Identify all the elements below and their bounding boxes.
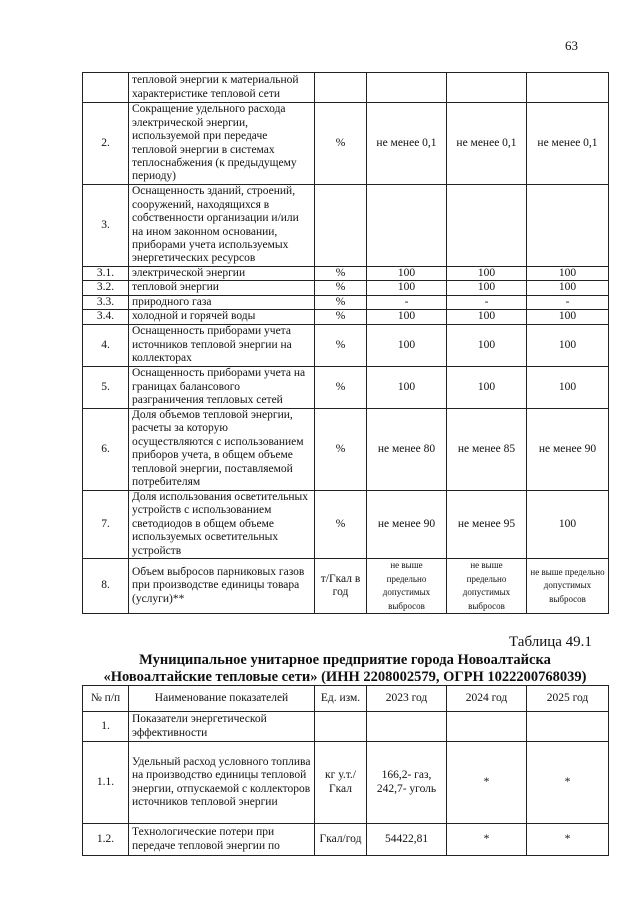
table-row bbox=[83, 281, 609, 295]
unit-cell: % bbox=[315, 103, 367, 185]
value-2025-cell: 100 bbox=[527, 490, 609, 558]
value-2023-cell: не менее 80 bbox=[367, 408, 447, 490]
value-2023-cell: 100 bbox=[367, 324, 447, 366]
row-number-cell: 3.2. bbox=[83, 281, 129, 295]
indicator-name-cell: Оснащенность приборами учета на границах балансового разграничения тепловых сетей bbox=[129, 366, 315, 408]
value-2024-cell: не выше предельно допустимых выбросов bbox=[447, 559, 527, 614]
indicator-name-cell: Оснащенность приборами учета источников тепловой энергии на коллекторах bbox=[129, 324, 315, 366]
header-num: № п/п bbox=[83, 686, 129, 712]
row-number-cell: 7. bbox=[83, 490, 129, 558]
value-2024-cell: - bbox=[447, 295, 527, 309]
value-2024-cell bbox=[447, 185, 527, 267]
header-2023: 2023 год bbox=[367, 686, 447, 712]
unit-cell: % bbox=[315, 324, 367, 366]
organization-title bbox=[82, 652, 608, 687]
value-2023-cell bbox=[367, 185, 447, 267]
indicator-name-cell: Доля объемов тепловой энергии, расчеты за которую осуществляются с использованием приборов учета, в общем объеме тепловой энергии, поставляемой потребителям bbox=[129, 408, 315, 490]
table-row bbox=[83, 490, 609, 558]
unit-cell bbox=[315, 712, 367, 742]
indicator-name-cell: тепловой энергии к материальной характеристике тепловой сети bbox=[129, 73, 315, 103]
unit-cell bbox=[315, 185, 367, 267]
row-number-cell: 3.3. bbox=[83, 295, 129, 309]
row-number-cell: 3. bbox=[83, 185, 129, 267]
value-2025-cell: 100 bbox=[527, 267, 609, 281]
value-2023-cell: 100 bbox=[367, 366, 447, 408]
table2-header-row bbox=[83, 686, 609, 712]
unit-cell: % bbox=[315, 267, 367, 281]
unit-cell: % bbox=[315, 490, 367, 558]
value-2023-cell bbox=[367, 712, 447, 742]
value-2025-cell bbox=[527, 712, 609, 742]
value-2023-cell: 100 bbox=[367, 267, 447, 281]
value-2023-cell bbox=[367, 73, 447, 103]
unit-cell: % bbox=[315, 281, 367, 295]
page-number: 63 bbox=[565, 38, 578, 53]
value-2024-cell: не менее 95 bbox=[447, 490, 527, 558]
value-2024-cell: 100 bbox=[447, 281, 527, 295]
value-2024-cell bbox=[447, 712, 527, 742]
organization-title-line1: Муниципальное унитарное предприятие города Новоалтайска bbox=[139, 652, 551, 668]
unit-cell: т/Гкал в год bbox=[315, 559, 367, 614]
indicator-name-cell: Доля использования осветительных устройств с использованием светодиодов в общем объеме используемых осветительных устройств bbox=[129, 490, 315, 558]
row-number-cell: 5. bbox=[83, 366, 129, 408]
indicator-name-cell: Объем выбросов парниковых газов при производстве единицы товара (услуги)** bbox=[129, 559, 315, 614]
value-2025-cell bbox=[527, 185, 609, 267]
unit-cell: Гкал/год bbox=[315, 824, 367, 856]
value-2025-cell: не менее 90 bbox=[527, 408, 609, 490]
value-2024-cell: 100 bbox=[447, 366, 527, 408]
indicator-name-cell: Технологические потери при передаче тепловой энергии по bbox=[129, 824, 315, 856]
value-2024-cell: не менее 85 bbox=[447, 408, 527, 490]
header-2025: 2025 год bbox=[527, 686, 609, 712]
indicator-name-cell: Удельный расход условного топлива на производство единицы тепловой энергии, отпускаемой с коллекторов источников тепловой энергии bbox=[129, 742, 315, 824]
row-number-cell: 1.2. bbox=[83, 824, 129, 856]
value-2023-cell: 100 bbox=[367, 281, 447, 295]
value-2025-cell: 100 bbox=[527, 366, 609, 408]
indicator-name-cell: электрической энергии bbox=[129, 267, 315, 281]
indicator-name-cell: Сокращение удельного расхода электрической энергии, используемой при передаче тепловой энергии в системах теплоснабжения (к предыдущему периоду) bbox=[129, 103, 315, 185]
value-2024-cell: 100 bbox=[447, 324, 527, 366]
value-2025-cell bbox=[527, 73, 609, 103]
table-row bbox=[83, 73, 609, 103]
indicators-table-49-1 bbox=[82, 685, 609, 856]
value-2023-cell: 100 bbox=[367, 310, 447, 324]
unit-cell: % bbox=[315, 366, 367, 408]
unit-cell: % bbox=[315, 408, 367, 490]
table-row bbox=[83, 559, 609, 614]
value-2025-cell: 100 bbox=[527, 324, 609, 366]
table-row bbox=[83, 408, 609, 490]
row-number-cell: 1.1. bbox=[83, 742, 129, 824]
value-2025-cell: 100 bbox=[527, 281, 609, 295]
unit-cell: кг у.т./Гкал bbox=[315, 742, 367, 824]
table-row bbox=[83, 310, 609, 324]
unit-cell: % bbox=[315, 295, 367, 309]
table-row bbox=[83, 324, 609, 366]
indicator-name-cell: тепловой энергии bbox=[129, 281, 315, 295]
row-number-cell: 8. bbox=[83, 559, 129, 614]
table-row bbox=[83, 267, 609, 281]
header-unit: Ед. изм. bbox=[315, 686, 367, 712]
value-2023-cell: не выше предельно допустимых выбросов bbox=[367, 559, 447, 614]
indicator-name-cell: природного газа bbox=[129, 295, 315, 309]
value-2025-cell: * bbox=[527, 824, 609, 856]
row-number-cell bbox=[83, 73, 129, 103]
value-2024-cell: * bbox=[447, 824, 527, 856]
unit-cell bbox=[315, 73, 367, 103]
indicator-name-cell: Оснащенность зданий, строений, сооружений, находящихся в собственности организации и/или на ином законном основании, приборами учета используемых энергетических ресурсов bbox=[129, 185, 315, 267]
value-2024-cell bbox=[447, 73, 527, 103]
value-2023-cell: не менее 0,1 bbox=[367, 103, 447, 185]
table-row bbox=[83, 185, 609, 267]
table2-body bbox=[83, 712, 609, 856]
indicator-name-cell: Показатели энергетической эффективности bbox=[129, 712, 315, 742]
table-row bbox=[83, 824, 609, 856]
table-row bbox=[83, 742, 609, 824]
indicator-name-cell: холодной и горячей воды bbox=[129, 310, 315, 324]
value-2023-cell: - bbox=[367, 295, 447, 309]
table-row bbox=[83, 295, 609, 309]
row-number-cell: 3.1. bbox=[83, 267, 129, 281]
value-2025-cell: * bbox=[527, 742, 609, 824]
row-number-cell: 2. bbox=[83, 103, 129, 185]
value-2023-cell: не менее 90 bbox=[367, 490, 447, 558]
value-2024-cell: 100 bbox=[447, 310, 527, 324]
header-2024: 2024 год bbox=[447, 686, 527, 712]
value-2025-cell: не выше предельно допустимых выбросов bbox=[527, 559, 609, 614]
header-name: Наименование показателей bbox=[129, 686, 315, 712]
value-2024-cell: 100 bbox=[447, 267, 527, 281]
row-number-cell: 4. bbox=[83, 324, 129, 366]
value-2024-cell: * bbox=[447, 742, 527, 824]
table-row bbox=[83, 103, 609, 185]
value-2025-cell: не менее 0,1 bbox=[527, 103, 609, 185]
table-row bbox=[83, 712, 609, 742]
value-2025-cell: 100 bbox=[527, 310, 609, 324]
organization-title-line2: «Новоалтайские тепловые сети» (ИНН 2208002579, ОГРН 1022200768039) bbox=[103, 669, 587, 686]
row-number-cell: 3.4. bbox=[83, 310, 129, 324]
unit-cell: % bbox=[315, 310, 367, 324]
table-row bbox=[83, 366, 609, 408]
table-caption: Таблица 49.1 bbox=[509, 634, 592, 650]
table1-body bbox=[83, 73, 609, 614]
value-2025-cell: - bbox=[527, 295, 609, 309]
row-number-cell: 1. bbox=[83, 712, 129, 742]
indicators-table-continued bbox=[82, 72, 609, 614]
value-2023-cell: 166,2- газ, 242,7- уголь bbox=[367, 742, 447, 824]
row-number-cell: 6. bbox=[83, 408, 129, 490]
value-2024-cell: не менее 0,1 bbox=[447, 103, 527, 185]
value-2023-cell: 54422,81 bbox=[367, 824, 447, 856]
